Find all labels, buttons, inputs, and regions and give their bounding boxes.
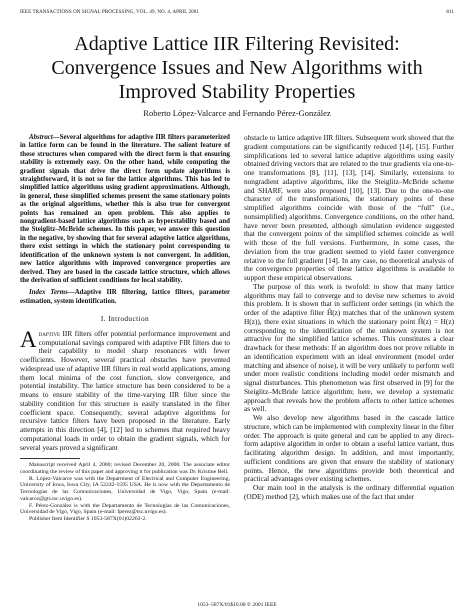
page-number: 811 bbox=[446, 10, 454, 15]
index-terms-text: —Adaptive IIR filtering, lattice filters, parameter estimation, system identification. bbox=[20, 289, 230, 305]
section-heading-introduction: I. Introduction bbox=[100, 314, 150, 324]
intro-paragraph-new-algorithms: We also develop new algorithms based in the cascade lattice structure, which can be implemented with complexity linear in the filter order. The approach is quite general and can be applied to any direct-form adaptive algorithm in order to obtain a useful lattice variant, thus facilitating algorithm design. In addition, and most importantly, sufficient conditions are given that ensure the stability of stationary points. Hence, the new algorithms provide both theoretical and practical advantages over existing schemes. bbox=[244, 413, 454, 484]
right-column bbox=[244, 134, 454, 502]
intro-paragraph-main-tool: Our main tool in the analysis is the ordinary differential equation (ODE) method [2], which makes use of the fact that under bbox=[244, 483, 454, 501]
left-column bbox=[20, 134, 230, 523]
footnote-manuscript: Manuscript received April 4, 2000; revised December 20, 2000. The associate editor coordinating the review of this paper and approving it for publication was Dr. Kristine Bell. bbox=[20, 462, 230, 476]
title-line-3: Improved Stability Properties bbox=[118, 81, 356, 103]
drop-cap: A bbox=[20, 326, 37, 352]
footnote-author-2: F. Pérez-González is with the Departamento de Tecnologías de las Comunicaciones, Universidad de Vigo, Vigo, Spain (e-mail: fperez@tsc.uvigo.es). bbox=[20, 502, 230, 516]
footnote-author-1: R. López-Valcarce was with the Department of Electrical and Computer Engineering, University of Iowa, Iowa City, IA 52242-1595 USA. He is now with the Departamento de Tecnologías de las Comunicaciones, Universidad de Vigo, Vigo, Spain (e-mail: valcarce@gts.tsc.uvigo.es). bbox=[20, 475, 230, 502]
abstract bbox=[20, 134, 230, 285]
intro-paragraph-1-continued: obstacle to lattice adaptive IIR filters. Subsequent work showed that the gradient computations can be significantly reduced [14], [15]. Further simplifications led to several lattice adaptive algorithms using easily obtained driving vectors that are related to the true gradients via one-to-one transformations [8], [11], [13], [14]. Similarly, extensions to nongradient adaptive algorithms, like the Steiglitz–McBride scheme and SHARF, were also proposed [10], [13]. Due to the one-to-one character of the transformations, the stationary points of these simplified algorithms coincide with those of the “full” (i.e., nonsimplified) algorithms. Convergence conditions, on the other hand, have never been presented, although simulation evidence suggested that the convergent points of the simplified schemes coincide as well with those of the full versions. Furthermore, in some cases, the deviation from the true gradient seemed to yield faster convergence relative to the full gradient [14]. In any case, no theoretical analysis of the convergence properties of these lattice algorithms is available to support these empirical observations. bbox=[244, 133, 454, 282]
intro-paragraph-purpose: The purpose of this work is twofold: to show that many lattice algorithms may fail to converge and to devise new schemes to avoid this problem. It is shown that in sufficient order settings (in which the order of the adaptive filter Ĥ(z) matches that of the unknown system H(z)), there exist situations in which the stationary point Ĥ(z) = H(z) corresponding to the identification of the unknown system is not attractive for the simplified lattice schemes. This constitutes a clear drawback for these methods: If an algorithm does not prove reliable in an identification experiment with an ideal environment (model order matching and absence of noise), it will be very unlikely to perform well under more realistic conditions including model order mismatch and signal disturbances. This phenomenon was first observed in [9] for the Steiglitz–McBride lattice algorithm; here, we develop a systematic approach that reveals how the problem affects to other lattice schemes as well. bbox=[244, 281, 454, 414]
running-header bbox=[20, 10, 454, 18]
paper-title bbox=[20, 32, 454, 104]
abstract-text: —Several algorithms for adaptive IIR filters parameterized in lattice form can be found in the literature. The salient feature of these structures when compared with the direct form is that ensuring stability is extremely easy. On the other hand, while computing the gradient signals that drive the direct form update algorithms is straightforward, it is not so for the lattice algorithms. This has led to simplified lattice algorithms using gradient approximations. Although, in general, these simplified schemes present the same stationary points as the original algorithms, whether this is also true for convergent points has remained an open problem. This also applies to nongradient-based lattice algorithms such as hyperstability based and the Steiglitz–McBride schemes. In this paper, we answer this question in the negative, by showing that for several adaptive lattice algorithms, there exist settings in which the stationary point corresponding to identification of the unknown system is not convergent. In addition, new lattice algorithms with improved convergence properties are derived. They are based in the cascade lattice structure, which allows the derivation of sufficient conditions for local stability. bbox=[20, 134, 230, 284]
intro-paragraph-1-text: IIR filters offer potential performance improvement and computational savings compared with adaptive FIR filters due to their capability to model sharp resonances with fewer coefficients. However, several practical obstacles have prevented widespread use of adaptive IIR filters in real world applications, among them local minima of the cost function, slow convergence, and potential instability. The lattice structure has been considered to be a means to ensure stability of the time-varying IIR filter since the stability condition for this structure is easily translated in the filter coefficient space. Consequently, several adaptive algorithms for recursive lattice filters have been proposed in the literature. Early attempts in this direction [4], [12] led to schemes that required heavy computational loads in order to obtain the gradient signals, which for several years proved a significant bbox=[20, 328, 230, 452]
author-list: Roberto López-Valcarce and Fernando Pérez-González bbox=[143, 108, 331, 118]
index-terms bbox=[20, 289, 230, 306]
footnotes bbox=[20, 462, 230, 522]
index-terms-lead: Index Terms bbox=[29, 289, 68, 297]
copyright-line: 1053–587X/01$10.00 © 2001 IEEE bbox=[197, 602, 277, 608]
journal-header: IEEE TRANSACTIONS ON SIGNAL PROCESSING, VOL. 49, NO. 4, APRIL 2001 bbox=[20, 10, 199, 15]
title-line-2: Convergence Issues and New Algorithms with bbox=[51, 57, 423, 79]
abstract-lead: Abstract bbox=[29, 134, 53, 141]
intro-first-words: daptive bbox=[38, 328, 61, 338]
intro-paragraph-1 bbox=[20, 326, 230, 453]
footnote-publisher-id: Publisher Item Identifier S 1053-587X(01)02263-2. bbox=[29, 516, 147, 522]
title-line-1: Adaptive Lattice IIR Filtering Revisited: bbox=[74, 33, 400, 55]
footnote-divider bbox=[20, 458, 80, 459]
